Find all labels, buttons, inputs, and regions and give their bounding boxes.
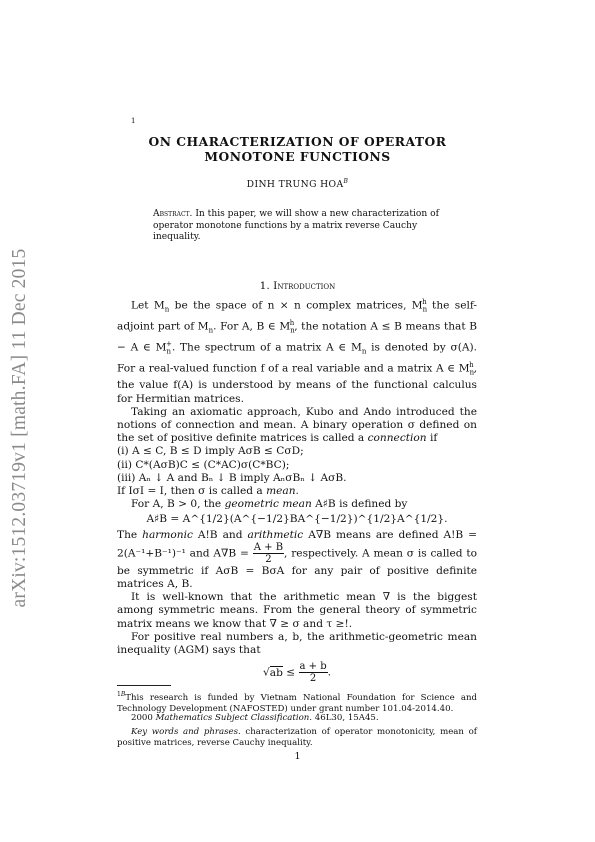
frac-denominator: 2 <box>265 553 272 565</box>
author-name: DINH TRUNG HOA <box>246 179 344 191</box>
title-line-1: ON CHARACTERIZATION OF OPERATOR <box>148 134 447 149</box>
title-line-2: MONOTONE FUNCTIONS <box>204 149 391 164</box>
abstract <box>153 209 443 244</box>
arxiv-stamp-text: arXiv:1512.03719v1 [math.FA] 11 Dec 2015 <box>9 248 30 608</box>
frac-numerator: A + B <box>253 541 284 553</box>
footnote-funding: $^{1B}$This research is funded by Vietnam National Foundation for Science and Technology Development (NAFOSTED) under grant number 101.04-2014.40. <box>117 691 477 714</box>
paragraph-1: Let $M_n$ be the space of n × n complex matrices, $M_n^h$ the self-adjoint part of $M_n$. For A, B ∈ $M_n^h$, the notation A ≤ B means that B − A ∈ $M_n^+$. The spectrum of a matrix A ∈ $M_n$ is denoted by σ(A). For a real-valued function f of a real variable and a matrix A ∈ $M_n^h$, the value f(A) is understood by means of the functional calculus for Hermitian matrices. <box>117 298 478 405</box>
section-heading: 1. Introduction <box>259 280 336 292</box>
title-footnote-marker: 1 <box>131 117 136 125</box>
paragraph-6: It is well-known that the arithmetic mean ∇ is the biggest among symmetric means. From the general theory of symmetric matrix means we know that ∇ ≥ σ and τ ≥!. <box>117 591 477 630</box>
abstract-label: Abstract. <box>153 209 193 219</box>
author <box>100 178 495 190</box>
page-number: 1 <box>294 751 301 762</box>
abstract-text: In this paper, we will show a new characterization of operator monotone functions by a matrix reverse Cauchy inequality. <box>153 209 439 243</box>
footnote-msc: 2000 Mathematics Subject Classification. 46L30, 15A45. <box>131 713 379 723</box>
author-mark: B <box>343 178 349 185</box>
paragraph-5: The harmonic A!B and arithmetic A∇B means are defined A!B = 2(A⁻¹+B⁻¹)⁻¹ and A∇B = $\frac{A + B}{2}$ , respectively. A mean σ is called to be symmetric if AσB = BσA for any pair of positive definite matrices A, B. <box>117 528 478 591</box>
main-body <box>117 296 477 684</box>
paragraph-3: If IσI = I, then σ is called a mean. <box>117 485 299 497</box>
equation-geometric-mean: A♯B = A^{1/2}(A^{−1/2}BA^{−1/2})^{1/2}A^{1/2}. <box>146 513 448 526</box>
paragraph-4: For A, B > 0, the geometric mean A♯B is defined by <box>131 498 408 511</box>
paragraph-2: Taking an axiomatic approach, Kubo and Ando introduced the notions of connection and mean. A binary operation σ defined on the set of positive definite matrices is called a connection if <box>117 405 477 445</box>
condition-ii: (ii) C*(AσB)C ≤ (C*AC)σ(C*BC); <box>117 458 290 471</box>
equation-agm: √ab ≤ $\frac{a + b}{2}$ . <box>263 661 331 685</box>
footnote-keywords: Key words and phrases. characterization of operator monotonicity, mean of positive matrices, reverse Cauchy inequality. <box>117 727 477 748</box>
condition-i: (i) A ≤ C, B ≤ D imply AσB ≤ CσD; <box>117 445 304 458</box>
arxiv-stamp <box>3 208 37 648</box>
footnote-rule <box>117 685 171 686</box>
paragraph-7: For positive real numbers a, b, the arithmetic-geometric mean inequality (AGM) says that <box>117 630 477 657</box>
condition-iii: (iii) Aₙ ↓ A and Bₙ ↓ B imply AₙσBₙ ↓ AσB. <box>117 471 347 484</box>
